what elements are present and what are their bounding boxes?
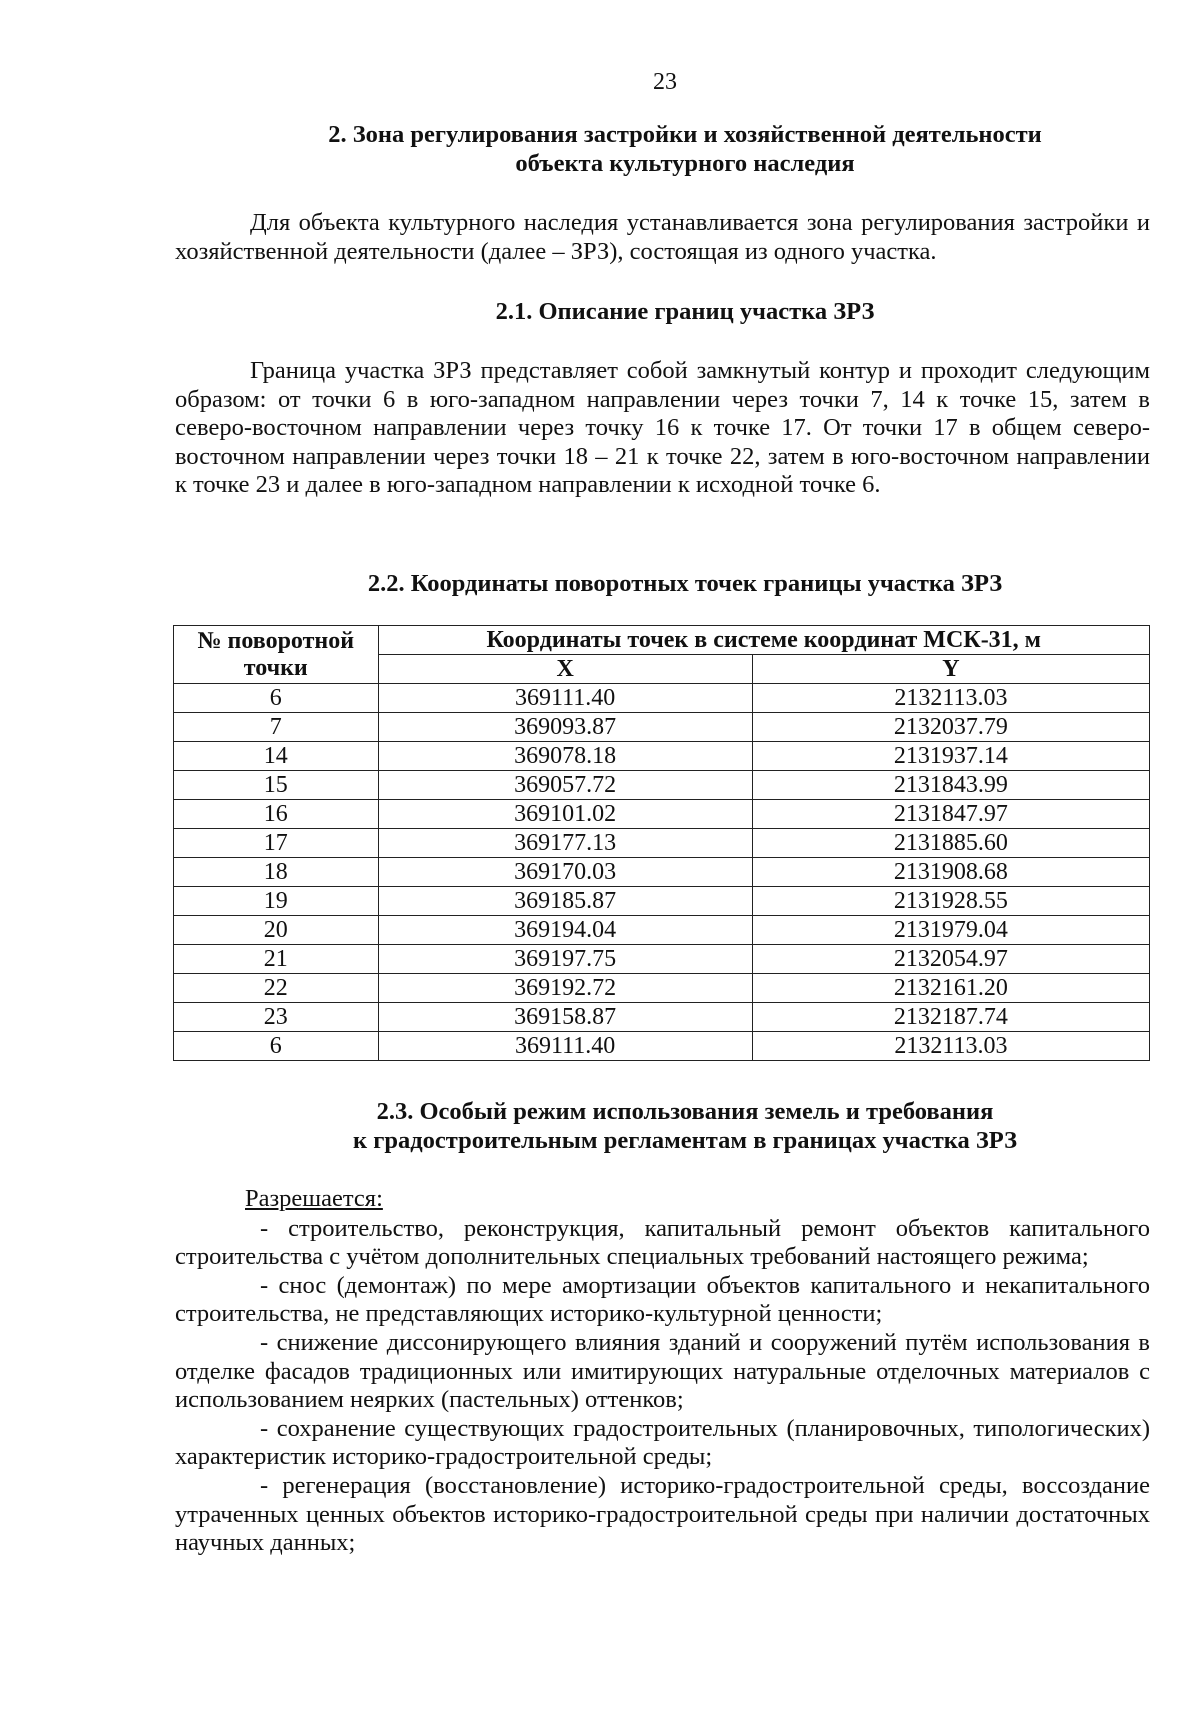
y-coordinate-cell: 2132037.79 (752, 713, 1149, 742)
section-23-title-line2: к градостроительным регламентам в границах участка ЗРЗ (352, 1126, 1017, 1154)
point-number-cell: 23 (174, 1003, 379, 1032)
x-coordinate-cell: 369185.87 (378, 887, 752, 916)
allowed-label-line (175, 1185, 1150, 1214)
y-coordinate-cell: 2131847.97 (752, 800, 1149, 829)
y-coordinate-cell: 2132187.74 (752, 1003, 1149, 1032)
point-number-cell: 22 (174, 974, 379, 1003)
point-number-cell: 6 (174, 684, 379, 713)
y-coordinate-cell: 2131843.99 (752, 771, 1149, 800)
x-header: X (378, 655, 752, 684)
table-row (174, 742, 1150, 771)
section-22-title: 2.2. Координаты поворотных точек границы участка ЗРЗ (367, 570, 1003, 597)
point-number-cell: 17 (174, 829, 379, 858)
table-row (174, 713, 1150, 742)
table-row (174, 1032, 1150, 1061)
allowed-item: - регенерация (восстановление) историко-градостроительной среды, воссоздание утраченных ценных объектов историко-градостроительной среды при наличии достаточных научных данных; (175, 1471, 1150, 1557)
y-coordinate-cell: 2131928.55 (752, 887, 1149, 916)
table-row (174, 974, 1150, 1003)
coordinates-header: Координаты точек в системе координат МСК-31, м (378, 626, 1150, 655)
y-coordinate-cell: 2131979.04 (752, 916, 1149, 945)
table-header-row (174, 626, 1150, 655)
section-23-title-line1: 2.3. Особый режим использования земель и требования (376, 1098, 994, 1125)
table-row (174, 916, 1150, 945)
section-2-intro (175, 209, 1150, 266)
point-number-header: № поворотной точки (174, 626, 379, 684)
y-coordinate-cell: 2131908.68 (752, 858, 1149, 887)
section-23-title (160, 1098, 1200, 1155)
page-number: 23 (653, 69, 677, 95)
allowed-item: - сохранение существующих градостроительных (планировочных, типологических) характеристик историко-градостроительной среды; (175, 1414, 1150, 1471)
point-number-cell: 16 (174, 800, 379, 829)
x-coordinate-cell: 369111.40 (378, 684, 752, 713)
point-number-cell: 20 (174, 916, 379, 945)
point-number-cell: 15 (174, 771, 379, 800)
x-coordinate-cell: 369177.13 (378, 829, 752, 858)
table-row (174, 887, 1150, 916)
point-number-cell: 21 (174, 945, 379, 974)
x-coordinate-cell: 369197.75 (378, 945, 752, 974)
section-21-text: Граница участка ЗРЗ представляет собой замкнутый контур и проходит следующим образом: от точки 6 в юго-западном направлении через точки 7, 14 к точке 15, затем в северо-восточном направлении через точку 16 к точке 17. От точки 17 в общем северо-восточном направлении через точки 18 – 21 к точке 22, затем в юго-восточном направлении к точке 23 и далее в юго-западном направлении к исходной точке 6. (175, 357, 1150, 499)
y-coordinate-cell: 2132161.20 (752, 974, 1149, 1003)
table-row (174, 684, 1150, 713)
section-2-title-line1: 2. Зона регулирования застройки и хозяйственной деятельности (328, 121, 1042, 148)
x-coordinate-cell: 369078.18 (378, 742, 752, 771)
table-row (174, 829, 1150, 858)
x-coordinate-cell: 369192.72 (378, 974, 752, 1003)
point-number-cell: 18 (174, 858, 379, 887)
table-row (174, 800, 1150, 829)
section-2-title (160, 121, 1200, 178)
section-21-title: 2.1. Описание границ участка ЗРЗ (495, 298, 875, 325)
table-row (174, 945, 1150, 974)
y-coordinate-cell: 2132113.03 (752, 1032, 1149, 1061)
section-21-body (175, 357, 1150, 500)
y-coordinate-cell: 2132113.03 (752, 684, 1149, 713)
section-23-body (175, 1185, 1150, 1558)
table-row (174, 858, 1150, 887)
point-number-cell: 6 (174, 1032, 379, 1061)
y-coordinate-cell: 2131937.14 (752, 742, 1149, 771)
point-number-cell: 14 (174, 742, 379, 771)
y-header: Y (752, 655, 1149, 684)
y-coordinate-cell: 2131885.60 (752, 829, 1149, 858)
allowed-label: Разрешается: (245, 1185, 383, 1212)
x-coordinate-cell: 369057.72 (378, 771, 752, 800)
allowed-item: - строительство, реконструкция, капитальный ремонт объектов капитального строительства с учётом дополнительных специальных требований настоящего режима; (175, 1214, 1150, 1271)
section-2-title-line2: объекта культурного наследия (515, 149, 855, 177)
table-row (174, 771, 1150, 800)
point-number-cell: 19 (174, 887, 379, 916)
coordinates-table (173, 625, 1150, 1061)
x-coordinate-cell: 369111.40 (378, 1032, 752, 1061)
allowed-item: - снижение диссонирующего влияния зданий и сооружений путём использования в отделке фасадов традиционных или имитирующих натуральные отделочных материалов с использованием неярких (пастельных) оттенков; (175, 1328, 1150, 1414)
x-coordinate-cell: 369158.87 (378, 1003, 752, 1032)
point-number-cell: 7 (174, 713, 379, 742)
x-coordinate-cell: 369170.03 (378, 858, 752, 887)
x-coordinate-cell: 369101.02 (378, 800, 752, 829)
coordinates-table-body (174, 684, 1150, 1061)
x-coordinate-cell: 369194.04 (378, 916, 752, 945)
y-coordinate-cell: 2132054.97 (752, 945, 1149, 974)
table-row (174, 1003, 1150, 1032)
section-2-intro-text: Для объекта культурного наследия устанавливается зона регулирования застройки и хозяйственной деятельности (далее – ЗРЗ), состоящая из одного участка. (175, 209, 1150, 265)
x-coordinate-cell: 369093.87 (378, 713, 752, 742)
allowed-item: - снос (демонтаж) по мере амортизации объектов капитального и некапитального строительства, не представляющих историко-культурной ценности; (175, 1271, 1150, 1328)
